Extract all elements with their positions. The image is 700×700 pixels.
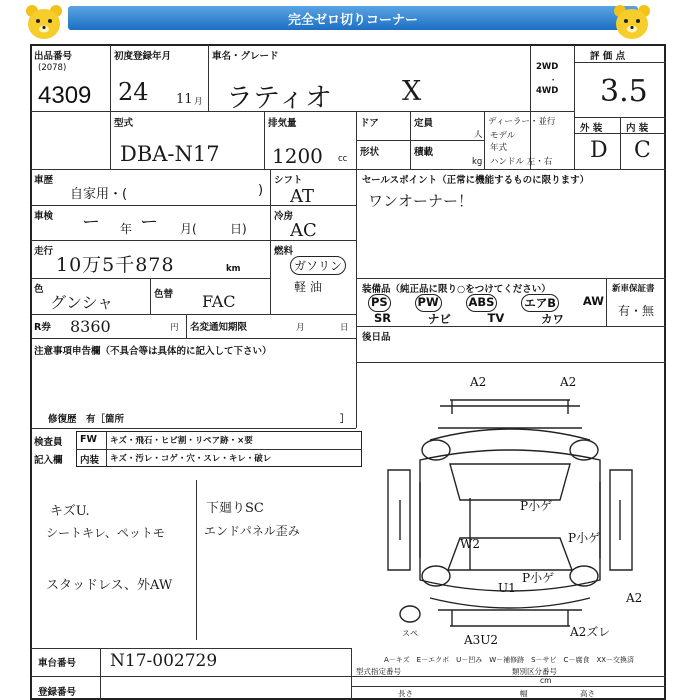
notes-label: 注意事項申告欄（不具合等は具体的に記入して下さい） [34,346,272,357]
diagram-mark: P小ゲ [568,531,601,545]
first-registration-month: 11 [176,92,193,107]
dealer-line4: ハンドル 左・右 [490,157,553,167]
length-label: 長さ [398,689,413,698]
equipment-row1 [368,294,604,312]
shaken-day: 日) [230,222,247,236]
equipment-abs: ABS [466,294,498,312]
remark-left-3: スタッドレス、外AW [46,578,173,593]
new-car-warranty-value: 有・無 [618,304,655,318]
shaken-month: 月( [180,222,197,236]
lot-number-label: 出品番号 [34,51,73,62]
page-title: 完全ゼロ切りコーナー [287,12,418,28]
color-code-label: 色替 [154,289,174,300]
equipment-airbag: エアB [521,294,559,312]
name-change-label: 名変通知期限 [190,322,248,333]
usage-value: 自家用・( [70,187,128,202]
fuel-label: 燃料 [274,246,294,257]
remark-left-1: キズU. [50,504,90,519]
drive-2wd: 2WD [536,62,559,72]
shaken-year: 年 [120,222,133,236]
recycle-unit: 円 [170,323,179,333]
capacity-unit: 人 [474,130,483,140]
displacement-label: 排気量 [268,118,297,129]
model-designation-label: 型式指定番号 [356,667,401,676]
chassis-label: 車台番号 [38,658,77,669]
inspector-row1: キズ・飛石・ヒビ割・リペア跡・×要 [110,436,253,446]
category-label: 類別区分番号 [512,667,557,676]
usage-close: ) [258,183,264,198]
car-damage-diagram [380,370,664,656]
color-code: FAC [202,292,236,311]
ac-value: AC [290,220,317,241]
first-registration-month-unit: 月 [194,97,203,107]
width-label: 幅 [520,689,528,698]
type-label: 型式 [114,118,134,129]
color-value: グンシャ [50,293,114,312]
equipment-sr: SR [374,311,392,325]
remark-right-2: エンドパネル歪み [204,524,300,538]
post-entry-label: 後日品 [362,332,391,343]
diagram-mark: A2 [470,375,487,389]
recycle-label: R券 [34,322,51,333]
registration-label: 登録番号 [38,687,77,698]
equipment-label: 装備品（純正品に限り○をつけてください） [362,284,551,295]
mileage-value: 10万5千878 [56,254,175,276]
repair-history-close: ］ [340,414,350,425]
model-name: ラティオ [226,83,332,114]
equipment-ps: PS [368,294,391,312]
diagram-mark: W2 [460,537,480,551]
equipment-leather: カワ [541,312,564,326]
name-change-month: 月 [296,323,305,333]
damage-legend: A－キズ E－エクボ U－凹み W－補修跡 S－サビ C－腐食 XX－交換済 [384,656,635,664]
new-car-warranty-label: 新車保証書 [612,284,655,294]
mileage-label: 走行 [34,246,54,257]
door-label: ドア [360,118,379,129]
diagram-mark: スペ [402,629,418,638]
chassis-number: N17-002729 [110,651,218,671]
bear-mascot-right-icon [610,2,654,42]
inspector-label-2: 記入欄 [34,455,63,466]
dealer-line1: ディーラー・並行 [488,117,556,127]
equipment-tv: TV [487,311,505,325]
load-label: 積載 [414,147,434,158]
exterior-label: 外 装 [580,123,603,134]
equipment-row2 [374,311,564,327]
capacity-label: 定員 [414,118,434,129]
name-change-day: 日 [340,323,349,333]
drive-4wd: 4WD [536,86,559,96]
diagram-mark: A2ズレ [570,625,611,639]
type-value: DBA-N17 [120,142,220,166]
usage-label: 車歴 [34,175,54,186]
lot-sub-number: (2078) [38,63,67,73]
sales-point-label: セールスポイント（正常に機能するものに限ります） [362,175,590,186]
repair-history: 修復歴 有［箇所 [48,414,125,425]
bear-mascot-left-icon [22,2,66,42]
inspector-label-1: 検査員 [34,437,63,448]
inspector-row2: キズ・汚レ・コゲ・穴・スレ・キレ・破レ [110,454,272,464]
shift-label: シフト [274,175,303,186]
body-shape-label: 形状 [360,147,380,158]
recycle-value: 8360 [70,317,111,336]
equipment-aw: AW [582,294,604,308]
inspector-row2-tag: 内装 [80,455,100,466]
lot-number: 4309 [38,82,92,109]
mileage-unit: km [226,264,241,274]
ac-label: 冷房 [274,211,294,222]
diagram-mark: P小ゲ [522,571,555,585]
diagram-mark: A2 [560,375,577,389]
remark-left-2: シートキレ、ペットモ [46,526,165,540]
diagram-mark: P小ゲ [520,499,553,513]
inspector-row1-tag: FW [80,434,97,445]
load-unit: kg [472,157,483,167]
exterior-score: D [590,138,608,163]
sales-point-value: ワンオーナー！ [368,192,474,210]
model-label: 車名・グレード [212,51,279,62]
model-grade: X [402,76,422,107]
interior-label: 内 装 [626,123,649,134]
diagram-mark: U1 [498,581,516,595]
displacement-value: 1200 [272,144,323,168]
fuel-gasoline: ガソリン [290,256,346,275]
height-label: 高さ [580,689,595,698]
fuel-diesel: 軽 油 [294,280,322,294]
displacement-unit: cc [338,154,348,164]
equipment-navi: ナビ [427,312,451,326]
color-label: 色 [34,284,44,295]
score-value: 3.5 [600,74,648,109]
first-registration-label: 初度登録年月 [114,51,172,62]
remark-right-1: 下廻りSC [206,501,264,516]
page-title-banner [68,6,638,30]
dealer-line2: モデル [490,131,516,141]
diagram-mark: A2 [626,591,643,605]
interior-score: C [634,138,651,163]
diagram-mark: A3U2 [464,633,499,647]
dealer-line3: 年式 [490,143,508,153]
length-unit: cm [540,676,552,685]
score-label: 評 価 点 [590,51,626,62]
equipment-pw: PW [415,294,442,312]
first-registration-year: 24 [118,78,149,106]
shift-value: AT [290,186,315,207]
shaken-label: 車検 [34,211,54,222]
